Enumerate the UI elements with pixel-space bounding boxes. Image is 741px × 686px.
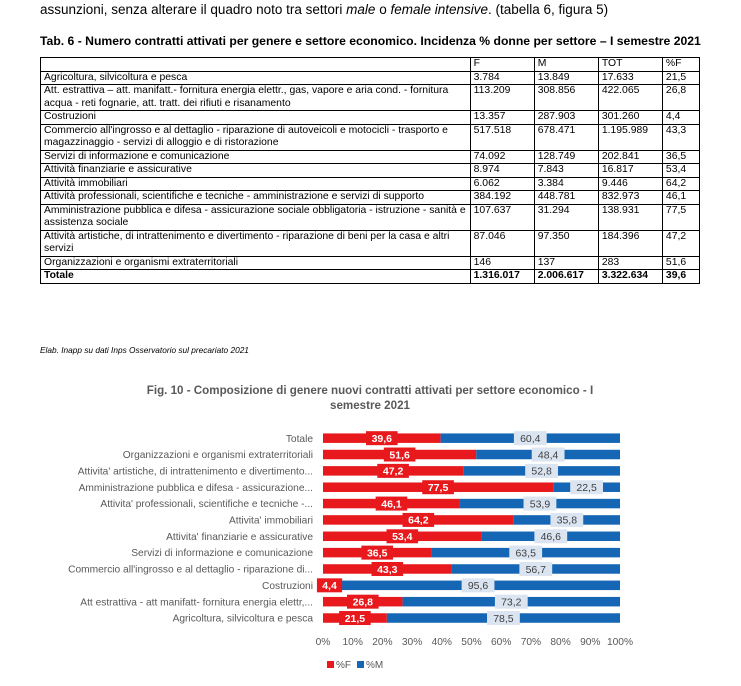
row-label-cell: Totale bbox=[41, 270, 471, 284]
row-m-cell: 97.350 bbox=[534, 230, 598, 256]
row-pf-cell: 77,5 bbox=[662, 204, 699, 230]
row-f-cell: 3.784 bbox=[470, 71, 534, 85]
intro-male: male bbox=[346, 2, 376, 17]
row-f-cell: 6.062 bbox=[470, 177, 534, 191]
row-label-cell: Amministrazione pubblica e difesa - assicurazione sociale obbligatoria - istruzione - sanità e assistenza sociale bbox=[41, 204, 471, 230]
x-tick-label: 70% bbox=[520, 637, 542, 648]
row-f-cell: 146 bbox=[470, 256, 534, 270]
data-label-female: 47,2 bbox=[382, 465, 404, 478]
row-tot-cell: 283 bbox=[598, 256, 662, 270]
x-tick-label: 40% bbox=[431, 637, 452, 648]
row-m-cell: 137 bbox=[534, 256, 598, 270]
category-label: Servizi di informazione e comunicazione bbox=[131, 548, 313, 560]
category-label: Commercio all'ingrosso e al dettaglio - riparazione di... bbox=[68, 564, 313, 576]
data-label-female: 26,8 bbox=[352, 596, 374, 609]
row-label-cell: Servizi di informazione e comunicazione bbox=[41, 150, 471, 164]
x-tick-label: 90% bbox=[580, 637, 601, 648]
figure-title-line1: Fig. 10 - Composizione di genere nuovi contratti attivati per settore economico - I bbox=[146, 384, 594, 397]
legend-label-female: %F bbox=[336, 660, 351, 671]
row-f-cell: 13.357 bbox=[470, 111, 534, 125]
row-pf-cell: 26,8 bbox=[662, 85, 699, 111]
data-label-male: 22,5 bbox=[576, 482, 597, 495]
row-tot-cell: 301.260 bbox=[598, 111, 662, 125]
x-tick-label: 80% bbox=[550, 637, 571, 648]
category-label: Organizzazioni e organismi extraterritoriali bbox=[122, 450, 313, 462]
figure-title-line2: semestre 2021 bbox=[330, 399, 410, 412]
category-label: Att estrattiva - att manifatt- fornitura energia elettr,... bbox=[80, 597, 313, 609]
category-label: Attivita' artistiche, di intrattenimento e divertimento... bbox=[77, 466, 313, 478]
row-tot-cell: 16.817 bbox=[598, 164, 662, 178]
category-label: Totale bbox=[285, 433, 313, 445]
data-label-female: 4,4 bbox=[322, 580, 337, 593]
x-tick-label: 10% bbox=[342, 637, 363, 648]
data-label-male: 46,6 bbox=[540, 531, 562, 544]
legend-label-male: %M bbox=[366, 660, 384, 671]
row-f-cell: 384.192 bbox=[470, 191, 534, 205]
row-tot-cell: 17.633 bbox=[598, 71, 662, 85]
data-label-male: 73,2 bbox=[501, 596, 522, 609]
x-tick-label: 30% bbox=[401, 637, 423, 648]
row-tot-cell: 1.195.989 bbox=[598, 124, 662, 150]
row-m-cell: 448.781 bbox=[534, 191, 598, 205]
intro-mid: o bbox=[375, 2, 391, 17]
row-f-cell: 107.637 bbox=[470, 204, 534, 230]
row-m-cell: 13.849 bbox=[534, 71, 598, 85]
row-m-cell: 2.006.617 bbox=[534, 270, 598, 284]
row-label-cell: Attività immobiliari bbox=[41, 177, 471, 191]
row-tot-cell: 9.446 bbox=[598, 177, 662, 191]
legend-swatch-male bbox=[357, 661, 364, 668]
row-tot-cell: 422.065 bbox=[598, 85, 662, 111]
row-pf-cell: 43,3 bbox=[662, 124, 699, 150]
row-m-cell: 678.471 bbox=[534, 124, 598, 150]
category-label: Amministrazione pubblica e difesa - assicurazione... bbox=[78, 482, 313, 494]
row-f-cell: 8.974 bbox=[470, 164, 534, 178]
data-label-female: 39,6 bbox=[371, 432, 393, 445]
data-label-male: 78,5 bbox=[493, 612, 514, 625]
category-label: Agricoltura, silvicoltura e pesca bbox=[172, 613, 313, 625]
category-label: Costruzioni bbox=[262, 580, 313, 592]
data-label-male: 35,8 bbox=[556, 514, 578, 527]
row-pf-cell: 53,4 bbox=[662, 164, 699, 178]
row-tot-cell: 184.396 bbox=[598, 230, 662, 256]
row-label-cell: Att. estrattiva – att. manifatt.- fornitura energia elettr., gas, vapore e aria cond. - fornitura acqua - reti fognarie, att. tratt. dei rifiuti e risanamento bbox=[41, 85, 471, 111]
data-label-female: 36,5 bbox=[366, 547, 388, 560]
row-label-cell: Organizzazioni e organismi extraterritoriali bbox=[41, 256, 471, 270]
header-cell-m: M bbox=[534, 58, 598, 72]
row-tot-cell: 202.841 bbox=[598, 150, 662, 164]
intro-female: female intensive bbox=[390, 2, 489, 17]
data-label-male: 53,9 bbox=[529, 498, 551, 511]
data-label-female: 21,5 bbox=[344, 612, 366, 625]
row-pf-cell: 36,5 bbox=[662, 150, 699, 164]
table-title: Tab. 6 - Numero contratti attivati per genere e settore economico. Incidenza % donne per settore – I semestre 2021 bbox=[40, 34, 701, 48]
data-label-male: 56,7 bbox=[525, 563, 547, 576]
header-cell-f: F bbox=[470, 58, 534, 72]
table-source-note: Elab. Inapp su dati Inps Osservatorio sul precariato 2021 bbox=[40, 345, 249, 355]
row-label-cell: Attività professionali, scientifiche e tecniche - amministrazione e servizi di supporto bbox=[41, 191, 471, 205]
data-label-female: 46,1 bbox=[381, 498, 402, 511]
row-label-cell: Commercio all'ingrosso e al dettaglio - riparazione di autoveicoli e motocicli - trasporto e magazzinaggio - servizi di alloggio e di ristorazione bbox=[41, 124, 471, 150]
row-tot-cell: 832.973 bbox=[598, 191, 662, 205]
row-tot-cell: 3.322.634 bbox=[598, 270, 662, 284]
row-pf-cell: 51,6 bbox=[662, 256, 699, 270]
data-label-male: 95,6 bbox=[467, 580, 489, 593]
row-label-cell: Attività artistiche, di intrattenimento e divertimento - riparazione di beni per la casa e altri servizi bbox=[41, 230, 471, 256]
row-label-cell: Attività finanziarie e assicurative bbox=[41, 164, 471, 178]
row-m-cell: 287.903 bbox=[534, 111, 598, 125]
row-m-cell: 7.843 bbox=[534, 164, 598, 178]
row-m-cell: 31.294 bbox=[534, 204, 598, 230]
row-pf-cell: 64,2 bbox=[662, 177, 699, 191]
data-label-female: 53,4 bbox=[392, 531, 413, 544]
category-label: Attivita' finanziarie e assicurative bbox=[166, 531, 313, 543]
x-tick-label: 60% bbox=[491, 637, 512, 648]
x-tick-label: 50% bbox=[461, 637, 482, 648]
row-pf-cell: 46,1 bbox=[662, 191, 699, 205]
data-label-female: 64,2 bbox=[408, 514, 429, 527]
data-label-male: 52,8 bbox=[531, 465, 552, 478]
intro-after: . (tabella 6, figura 5) bbox=[488, 2, 609, 17]
data-label-male: 63,5 bbox=[515, 547, 536, 560]
legend-swatch-female bbox=[327, 661, 334, 668]
row-pf-cell: 4,4 bbox=[662, 111, 699, 125]
header-cell-pf: %F bbox=[662, 58, 699, 72]
row-f-cell: 113.209 bbox=[470, 85, 534, 111]
row-m-cell: 308.856 bbox=[534, 85, 598, 111]
data-label-female: 77,5 bbox=[427, 482, 449, 495]
row-pf-cell: 21,5 bbox=[662, 71, 699, 85]
row-label-cell: Agricoltura, silvicoltura e pesca bbox=[41, 71, 471, 85]
row-f-cell: 87.046 bbox=[470, 230, 534, 256]
intro-before: assunzioni, senza alterare il quadro noto tra settori bbox=[40, 2, 347, 17]
row-m-cell: 3.384 bbox=[534, 177, 598, 191]
row-f-cell: 517.518 bbox=[470, 124, 534, 150]
data-label-male: 48,4 bbox=[537, 449, 559, 462]
data-label-female: 51,6 bbox=[389, 449, 410, 462]
data-label-male: 60,4 bbox=[520, 432, 541, 445]
x-tick-label: 100% bbox=[606, 637, 634, 648]
row-m-cell: 128.749 bbox=[534, 150, 598, 164]
category-label: Attivita' professionali, scientifiche e tecniche -... bbox=[100, 499, 313, 511]
row-f-cell: 1.316.017 bbox=[470, 270, 534, 284]
row-f-cell: 74.092 bbox=[470, 150, 534, 164]
x-tick-label: 0% bbox=[315, 637, 331, 648]
x-tick-label: 20% bbox=[372, 637, 393, 648]
row-pf-cell: 39,6 bbox=[662, 270, 699, 284]
row-pf-cell: 47,2 bbox=[662, 230, 699, 256]
header-cell-tot: TOT bbox=[598, 58, 662, 72]
category-label: Attivita' immobiliari bbox=[228, 515, 313, 527]
row-label-cell: Costruzioni bbox=[41, 111, 471, 125]
data-label-female: 43,3 bbox=[377, 563, 398, 576]
row-tot-cell: 138.931 bbox=[598, 204, 662, 230]
